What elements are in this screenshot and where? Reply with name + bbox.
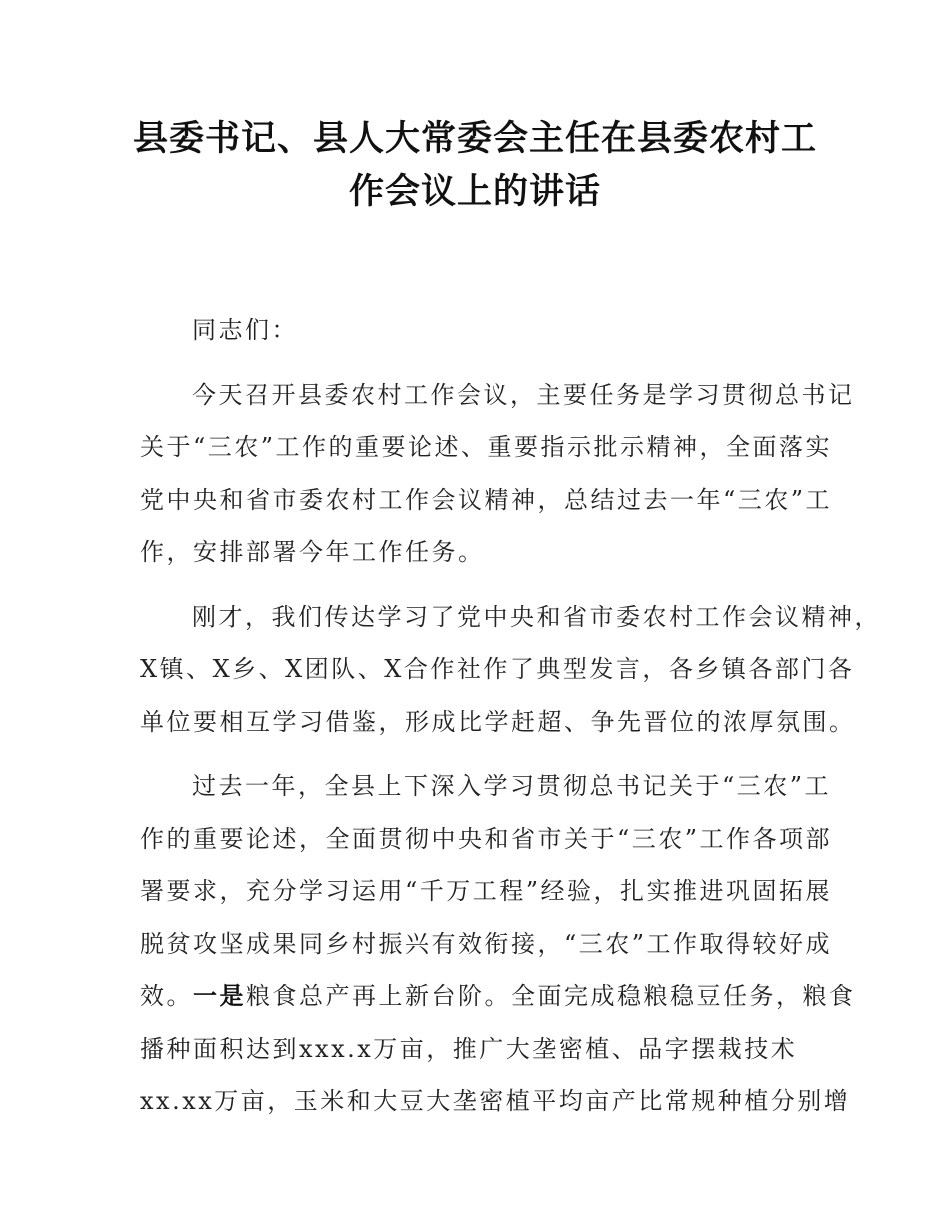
paragraph-line: 党中央和省市委农村工作会议精神，总结过去一年“三农”工 <box>140 485 833 514</box>
paragraph-line: 作，安排部署今年工作任务。 <box>140 538 485 566</box>
paragraph-3 <box>140 760 856 1128</box>
paragraph-line: 今天召开县委农村工作会议，主要任务是学习贯彻总书记 <box>192 380 855 409</box>
paragraph-line: 脱贫攻坚成果同乡村振兴有效衔接，“三农”工作取得较好成 <box>140 929 833 958</box>
title-line-1: 县委书记、县人大常委会主任在县委农村工 <box>132 118 817 159</box>
paragraph-line: 单位要相互学习借鉴，形成比学赶超、争先晋位的浓厚氛围。 <box>140 707 856 736</box>
paragraph-line: 刚才，我们传达学习了党中央和省市委农村工作会议精神， <box>192 602 881 631</box>
text-run: 效。 <box>140 982 193 1010</box>
paragraph-line-mixed <box>140 970 856 1023</box>
salutation-text: 同志们： <box>192 316 298 344</box>
paragraph-2 <box>140 591 881 749</box>
paragraph-line: 关于“三农”工作的重要论述、重要指示批示精神，全面落实 <box>140 433 833 461</box>
paragraph-line: 过去一年，全县上下深入学习贯彻总书记关于“三农”工 <box>192 772 832 800</box>
paragraph-line: 播种面积达到xxx.x万亩，推广大垄密植、品字摆栽技术 <box>140 1034 798 1063</box>
paragraph-line: 作的重要论述，全面贯彻中央和省市关于“三农”工作各项部 <box>140 824 833 853</box>
text-run: 粮食总产再上新台阶。全面完成稳粮稳豆任务，粮食 <box>246 982 856 1010</box>
paragraph-1 <box>140 369 855 579</box>
title-line-2: 作会议上的讲话 <box>348 171 601 212</box>
document-body <box>140 304 881 1140</box>
paragraph-line: 署要求，充分学习运用“千万工程”经验，扎实推进巩固拓展 <box>140 877 833 905</box>
salutation <box>140 304 820 357</box>
paragraph-line: xx.xx万亩，玉米和大豆大垄密植平均亩产比常规种植分别增 <box>140 1087 851 1115</box>
paragraph-line: X镇、X乡、X团队、X合作社作了典型发言，各乡镇各部门各 <box>140 655 855 683</box>
document-title <box>100 112 850 218</box>
bold-lead-text: 一是 <box>193 981 246 1010</box>
